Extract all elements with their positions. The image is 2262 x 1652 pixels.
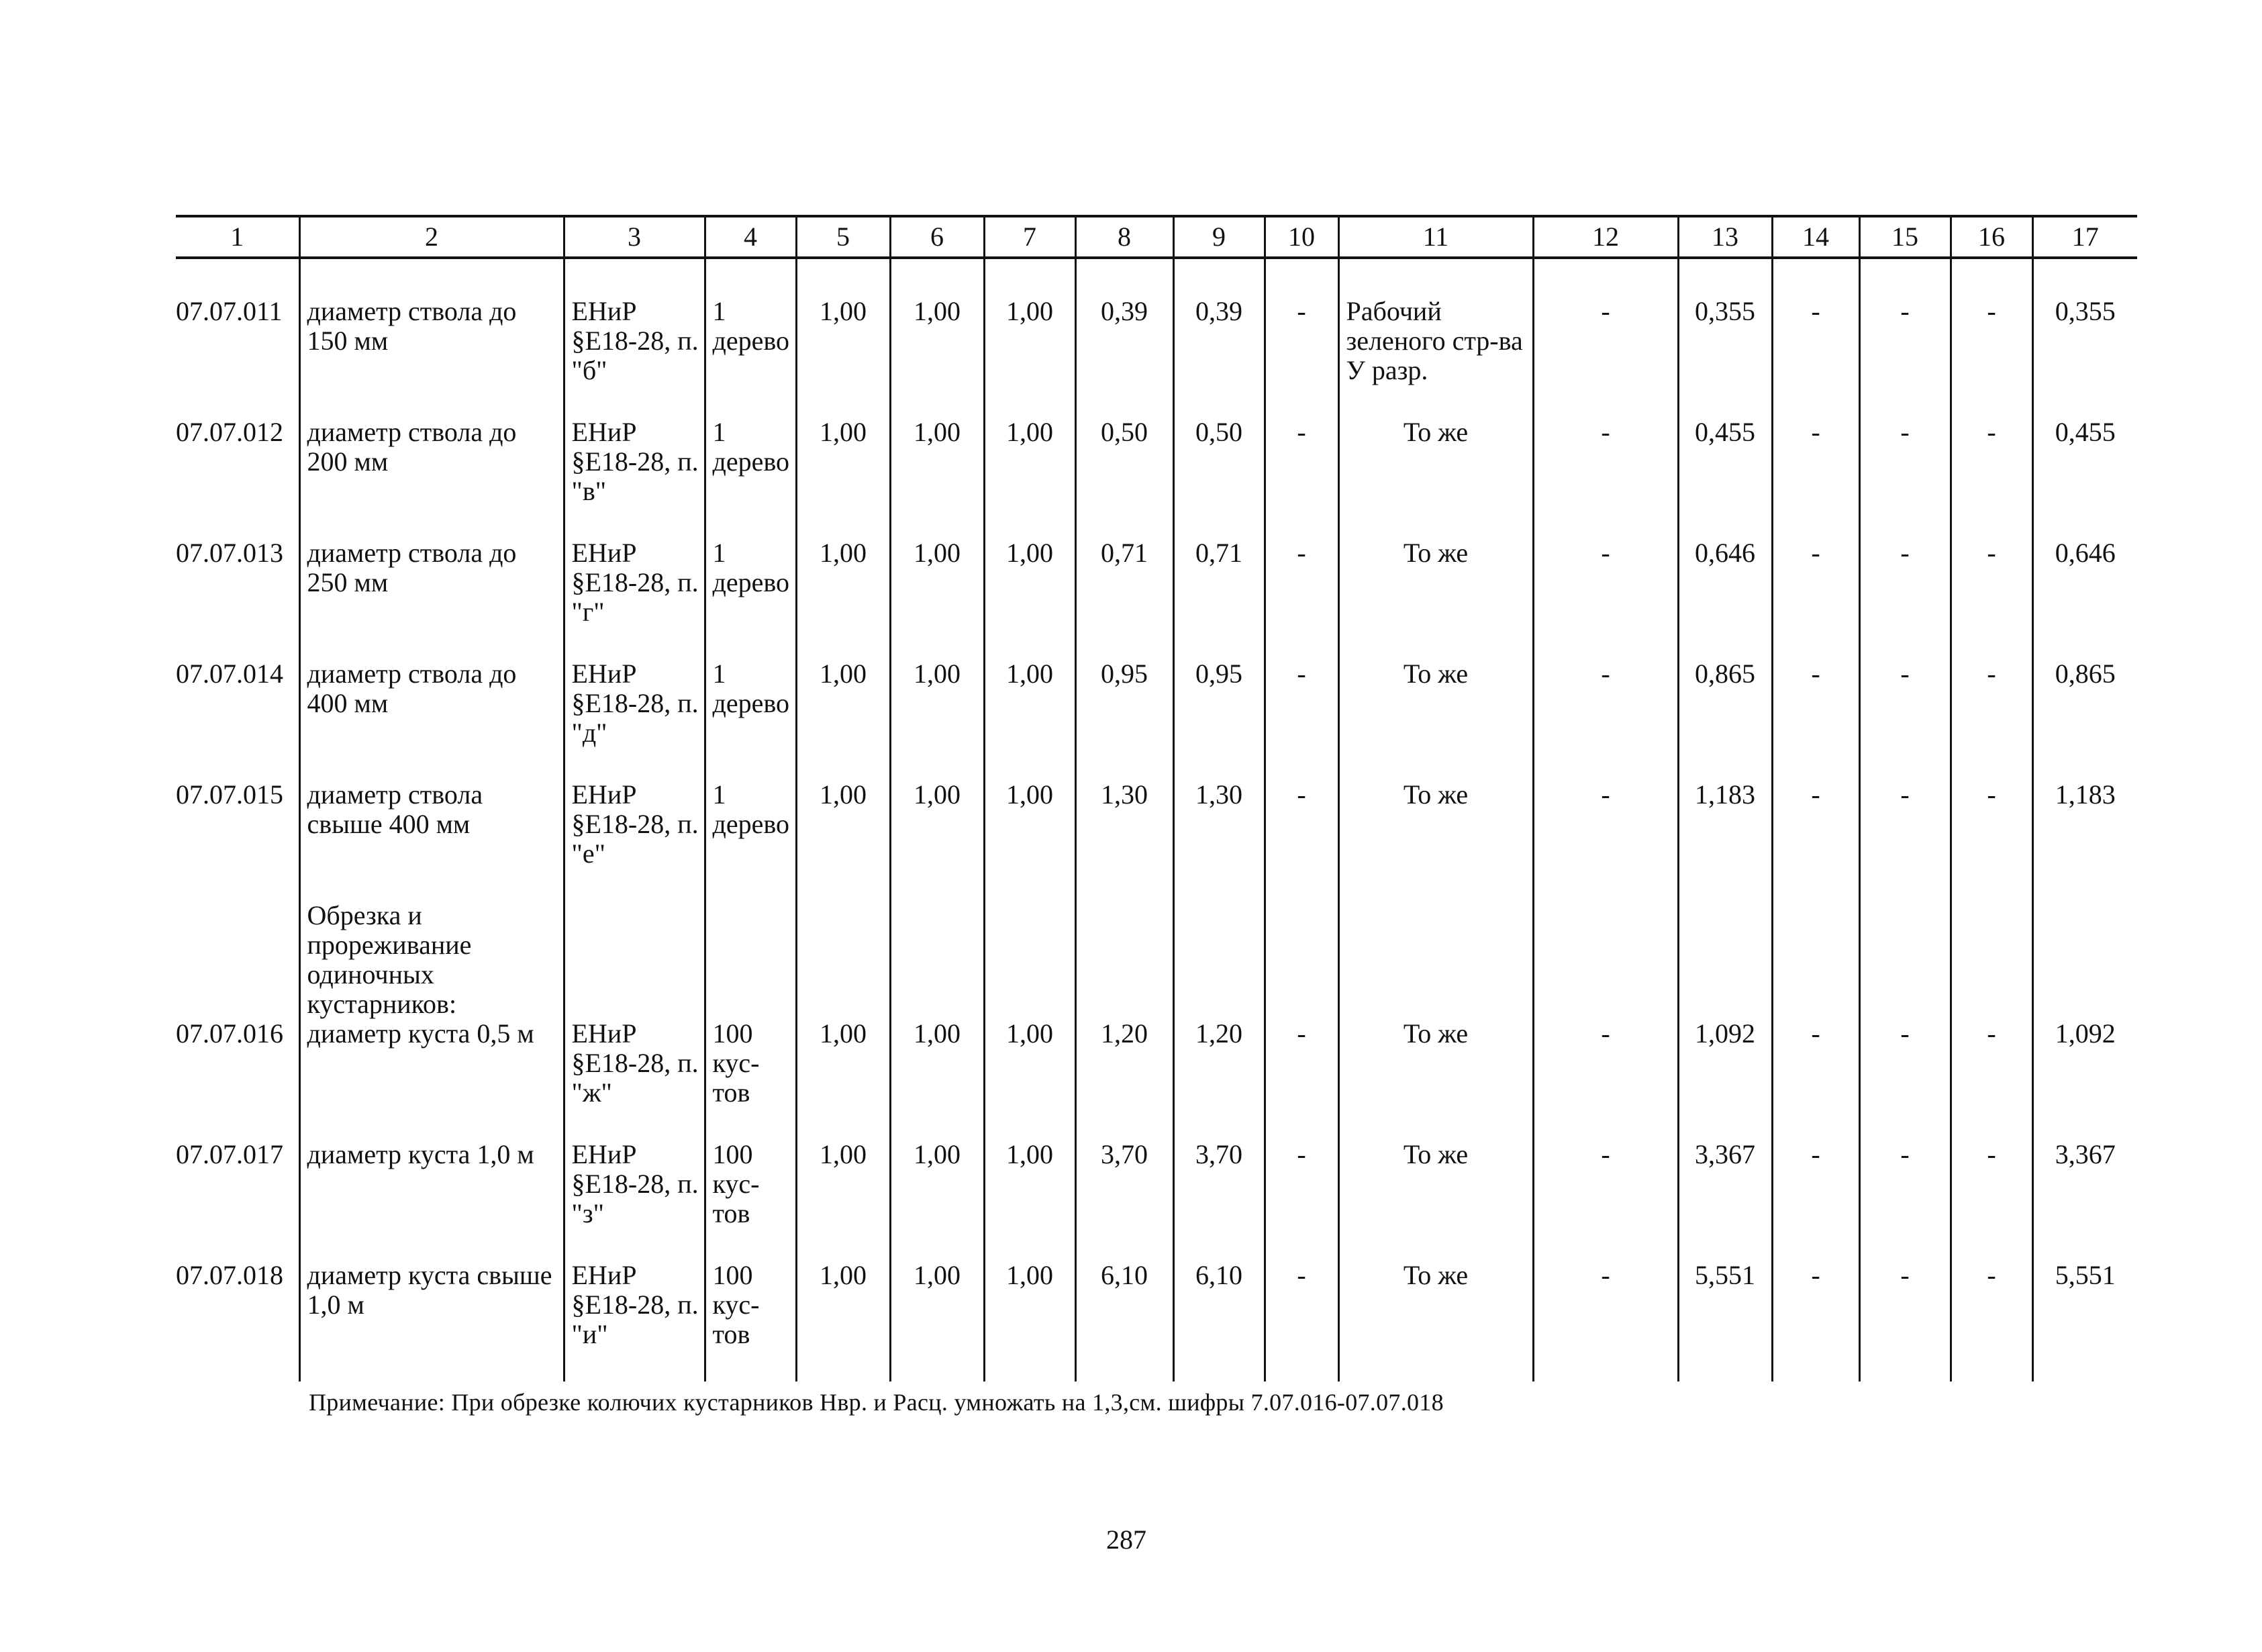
table-cell: 5,551 [1678, 1261, 1772, 1381]
column-header: 17 [2032, 216, 2137, 258]
table-cell: ЕНиР §Е18-28, п. "ж" [564, 1019, 705, 1140]
table-cell: - [1859, 1261, 1951, 1381]
empty-cell [1533, 901, 1678, 1019]
column-header: 1 [176, 216, 299, 258]
table-cell: 1,00 [984, 1019, 1075, 1140]
table-cell: 3,367 [1678, 1140, 1772, 1261]
table-cell: 07.07.017 [176, 1140, 299, 1261]
table-cell: 0,865 [2032, 659, 2137, 780]
table-cell: - [1951, 538, 2032, 659]
table-cell: - [1951, 780, 2032, 901]
empty-cell [705, 258, 796, 297]
table-cell: 1,00 [984, 780, 1075, 901]
empty-cell [1859, 901, 1951, 1019]
table-cell: 1,00 [984, 297, 1075, 418]
table-cell: 0,355 [2032, 297, 2137, 418]
empty-cell [299, 258, 564, 297]
table-cell: диаметр куста свыше 1,0 м [299, 1261, 564, 1381]
table-cell: 1,00 [796, 659, 890, 780]
table-cell: 1,00 [890, 1140, 984, 1261]
table-cell: 100 кус-тов [705, 1261, 796, 1381]
table-cell: 0,71 [1173, 538, 1265, 659]
table-cell: ЕНиР §Е18-28, п. "б" [564, 297, 705, 418]
table-cell: - [1772, 1140, 1859, 1261]
table-cell: диаметр куста 1,0 м [299, 1140, 564, 1261]
table-cell: - [1951, 1140, 2032, 1261]
table-cell: 1,00 [796, 1140, 890, 1261]
table-cell: 3,70 [1075, 1140, 1173, 1261]
empty-cell [1075, 258, 1173, 297]
table-cell: 1,00 [796, 780, 890, 901]
table-cell: 1,00 [890, 1261, 984, 1381]
table-cell: 1,00 [796, 418, 890, 538]
table-cell: 1,20 [1075, 1019, 1173, 1140]
empty-cell [1678, 258, 1772, 297]
table-row [176, 538, 2137, 659]
table-cell: 1,00 [890, 780, 984, 901]
table-row [176, 418, 2137, 538]
table-row [176, 1019, 2137, 1140]
table-cell: 0,646 [1678, 538, 1772, 659]
table-cell: 0,646 [2032, 538, 2137, 659]
table-cell: - [1533, 1140, 1678, 1261]
footnote: Примечание: При обрезке колючих кустарников Нвр. и Расц. умножать на 1,3,см. шифры 7.07.016-07.07.018 [309, 1389, 1444, 1416]
empty-cell [1951, 258, 2032, 297]
empty-cell [796, 901, 890, 1019]
column-header: 7 [984, 216, 1075, 258]
table-cell: - [1265, 659, 1338, 780]
empty-cell [705, 901, 796, 1019]
table-cell: То же [1338, 538, 1533, 659]
table-cell: ЕНиР §Е18-28, п. "е" [564, 780, 705, 901]
column-header: 12 [1533, 216, 1678, 258]
table-cell: - [1859, 780, 1951, 901]
spacer-row [176, 258, 2137, 297]
table-cell: То же [1338, 418, 1533, 538]
empty-cell [1265, 901, 1338, 1019]
table-cell: 1,00 [796, 297, 890, 418]
empty-cell [176, 901, 299, 1019]
table-row [176, 780, 2137, 901]
table-cell: - [1533, 1019, 1678, 1140]
empty-cell [1265, 258, 1338, 297]
table-cell: - [1533, 659, 1678, 780]
norms-table [176, 215, 2137, 1381]
table-cell: 1,183 [1678, 780, 1772, 901]
table-cell: 5,551 [2032, 1261, 2137, 1381]
empty-cell [1678, 901, 1772, 1019]
empty-cell [1772, 901, 1859, 1019]
table-cell: То же [1338, 780, 1533, 901]
table-cell: диаметр ствола до 250 мм [299, 538, 564, 659]
column-header: 8 [1075, 216, 1173, 258]
table-cell: 6,10 [1075, 1261, 1173, 1381]
table-row [176, 1140, 2137, 1261]
column-header: 13 [1678, 216, 1772, 258]
table-cell: - [1772, 659, 1859, 780]
table-cell: - [1772, 1261, 1859, 1381]
table-cell: 1,00 [796, 538, 890, 659]
table-cell: 1,00 [890, 659, 984, 780]
column-header: 14 [1772, 216, 1859, 258]
table-row [176, 659, 2137, 780]
table-cell: - [1533, 538, 1678, 659]
column-header: 11 [1338, 216, 1533, 258]
table-cell: 07.07.011 [176, 297, 299, 418]
table-cell: 1,00 [796, 1261, 890, 1381]
table-cell: 1,00 [890, 538, 984, 659]
empty-cell [1338, 901, 1533, 1019]
table-header-row [176, 216, 2137, 258]
table-cell: То же [1338, 1019, 1533, 1140]
empty-cell [564, 258, 705, 297]
table-cell: ЕНиР §Е18-28, п. "д" [564, 659, 705, 780]
column-header: 2 [299, 216, 564, 258]
page-number: 287 [1106, 1524, 1146, 1555]
column-header: 10 [1265, 216, 1338, 258]
table-cell: 0,39 [1075, 297, 1173, 418]
table-cell: 07.07.013 [176, 538, 299, 659]
table-cell: 1 дерево [705, 538, 796, 659]
table-cell: - [1772, 1019, 1859, 1140]
table-cell: ЕНиР §Е18-28, п. "и" [564, 1261, 705, 1381]
empty-cell [1533, 258, 1678, 297]
table-cell: - [1265, 780, 1338, 901]
table-cell: Рабочий зеленого стр-ва У разр. [1338, 297, 1533, 418]
empty-cell [890, 258, 984, 297]
table-cell: 1,00 [984, 1140, 1075, 1261]
table-cell: 3,367 [2032, 1140, 2137, 1261]
table-cell: 07.07.015 [176, 780, 299, 901]
table-cell: - [1772, 297, 1859, 418]
table-cell: 0,39 [1173, 297, 1265, 418]
column-header: 5 [796, 216, 890, 258]
empty-cell [984, 258, 1075, 297]
table-cell: 1,092 [2032, 1019, 2137, 1140]
table-cell: - [1772, 418, 1859, 538]
table-cell: диаметр ствола до 400 мм [299, 659, 564, 780]
empty-cell [796, 258, 890, 297]
column-header: 3 [564, 216, 705, 258]
table-cell: - [1265, 297, 1338, 418]
table-cell: 0,455 [2032, 418, 2137, 538]
table-cell: 0,455 [1678, 418, 1772, 538]
table-cell: 1,20 [1173, 1019, 1265, 1140]
table-cell: - [1772, 780, 1859, 901]
table-cell: 1,00 [890, 1019, 984, 1140]
empty-cell [2032, 258, 2137, 297]
table-cell: 0,71 [1075, 538, 1173, 659]
table-cell: То же [1338, 659, 1533, 780]
table-cell: - [1533, 297, 1678, 418]
table-cell: 1,00 [890, 297, 984, 418]
table-cell: 1,00 [984, 1261, 1075, 1381]
section-heading-row [176, 901, 2137, 1019]
empty-cell [1951, 901, 2032, 1019]
table-cell: 1 дерево [705, 780, 796, 901]
table-cell: - [1265, 1261, 1338, 1381]
table-cell: То же [1338, 1140, 1533, 1261]
table-cell: 1,00 [890, 418, 984, 538]
column-header: 6 [890, 216, 984, 258]
table-cell: 0,355 [1678, 297, 1772, 418]
empty-cell [176, 258, 299, 297]
table-cell: 07.07.012 [176, 418, 299, 538]
table-cell: - [1265, 1019, 1338, 1140]
table-cell: 1 дерево [705, 659, 796, 780]
table-cell: 1,30 [1173, 780, 1265, 901]
column-header: 15 [1859, 216, 1951, 258]
section-heading: Обрезка и прореживание одиночных кустарников: [299, 901, 564, 1019]
table-cell: 1,183 [2032, 780, 2137, 901]
table-cell: 1,00 [984, 418, 1075, 538]
table-cell: - [1951, 418, 2032, 538]
table-cell: - [1859, 659, 1951, 780]
table-cell: 0,865 [1678, 659, 1772, 780]
table-cell: - [1859, 538, 1951, 659]
table-cell: - [1265, 1140, 1338, 1261]
table-cell: 1 дерево [705, 418, 796, 538]
table-row [176, 1261, 2137, 1381]
table-cell: 3,70 [1173, 1140, 1265, 1261]
table-cell: То же [1338, 1261, 1533, 1381]
empty-cell [1772, 258, 1859, 297]
table-cell: диаметр ствола до 200 мм [299, 418, 564, 538]
table-cell: 1,30 [1075, 780, 1173, 901]
table-cell: 0,95 [1075, 659, 1173, 780]
column-header: 9 [1173, 216, 1265, 258]
table-cell: 1 дерево [705, 297, 796, 418]
table-cell: 0,50 [1173, 418, 1265, 538]
table-cell: диаметр ствола до 150 мм [299, 297, 564, 418]
table-cell: - [1951, 1261, 2032, 1381]
table-cell: 6,10 [1173, 1261, 1265, 1381]
empty-cell [1173, 258, 1265, 297]
table-cell: - [1265, 418, 1338, 538]
table-cell: 100 кус-тов [705, 1140, 796, 1261]
table-cell: ЕНиР §Е18-28, п. "в" [564, 418, 705, 538]
table-cell: диаметр куста 0,5 м [299, 1019, 564, 1140]
table-cell: - [1951, 1019, 2032, 1140]
table-cell: 1,00 [984, 659, 1075, 780]
empty-cell [890, 901, 984, 1019]
empty-cell [1075, 901, 1173, 1019]
table-cell: 0,95 [1173, 659, 1265, 780]
table-cell: 1,00 [984, 538, 1075, 659]
table-cell: 1,00 [796, 1019, 890, 1140]
table-cell: ЕНиР §Е18-28, п. "г" [564, 538, 705, 659]
table-cell: 07.07.016 [176, 1019, 299, 1140]
empty-cell [1859, 258, 1951, 297]
table-cell: 100 кус-тов [705, 1019, 796, 1140]
table-cell: ЕНиР §Е18-28, п. "з" [564, 1140, 705, 1261]
table-cell: - [1533, 780, 1678, 901]
empty-cell [984, 901, 1075, 1019]
table-cell: 07.07.014 [176, 659, 299, 780]
table-cell: диаметр ствола свыше 400 мм [299, 780, 564, 901]
table-cell: - [1951, 659, 2032, 780]
empty-cell [1173, 901, 1265, 1019]
column-header: 4 [705, 216, 796, 258]
column-header: 16 [1951, 216, 2032, 258]
table-cell: - [1265, 538, 1338, 659]
table-cell: - [1859, 1140, 1951, 1261]
empty-cell [2032, 901, 2137, 1019]
table-cell: - [1951, 297, 2032, 418]
empty-cell [1338, 258, 1533, 297]
table-cell: - [1772, 538, 1859, 659]
empty-cell [564, 901, 705, 1019]
table-cell: - [1533, 418, 1678, 538]
table-cell: - [1859, 297, 1951, 418]
table-cell: - [1859, 1019, 1951, 1140]
table-cell: 07.07.018 [176, 1261, 299, 1381]
table-cell: - [1533, 1261, 1678, 1381]
table-cell: - [1859, 418, 1951, 538]
table-cell: 1,092 [1678, 1019, 1772, 1140]
table-cell: 0,50 [1075, 418, 1173, 538]
table-row [176, 297, 2137, 418]
